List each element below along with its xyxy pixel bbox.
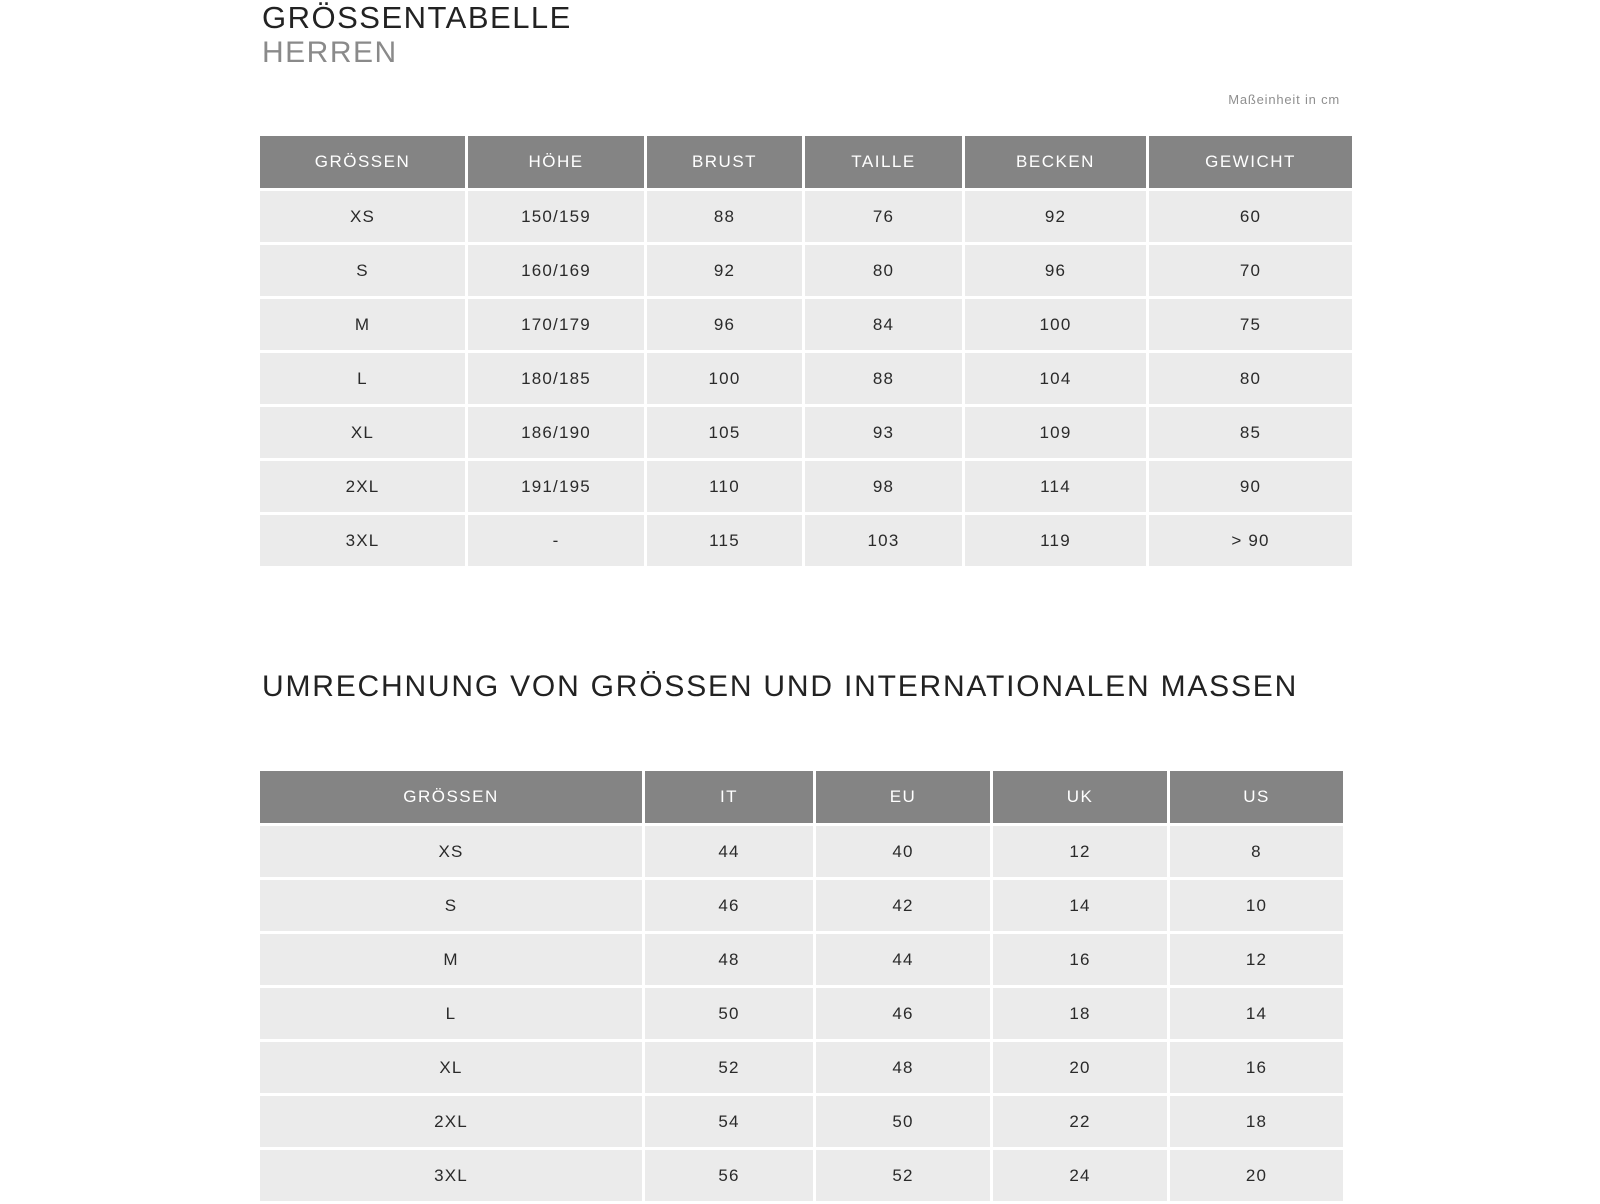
page-title: GRÖSSENTABELLE bbox=[262, 0, 572, 35]
table-cell: 92 bbox=[647, 245, 802, 296]
table-row bbox=[260, 1150, 1343, 1201]
table-row bbox=[260, 1042, 1343, 1093]
table-cell: 90 bbox=[1149, 461, 1352, 512]
table-cell: 20 bbox=[1170, 1150, 1343, 1201]
table-row bbox=[260, 461, 1352, 512]
table-cell: 75 bbox=[1149, 299, 1352, 350]
conversion-table-header-row bbox=[260, 771, 1343, 823]
table-cell: 150/159 bbox=[468, 191, 644, 242]
table-row bbox=[260, 988, 1343, 1039]
table-cell: 14 bbox=[1170, 988, 1343, 1039]
table-row bbox=[260, 191, 1352, 242]
table-row bbox=[260, 826, 1343, 877]
table-cell: 14 bbox=[993, 880, 1167, 931]
table-cell: - bbox=[468, 515, 644, 566]
col-header-taille: TAILLE bbox=[805, 136, 962, 188]
table-cell: 110 bbox=[647, 461, 802, 512]
table-cell: 88 bbox=[647, 191, 802, 242]
table-cell: 10 bbox=[1170, 880, 1343, 931]
table-cell: S bbox=[260, 245, 465, 296]
table-cell: 114 bbox=[965, 461, 1146, 512]
table-cell: L bbox=[260, 353, 465, 404]
table-cell: 16 bbox=[1170, 1042, 1343, 1093]
col-header-gewicht: GEWICHT bbox=[1149, 136, 1352, 188]
table-cell: 54 bbox=[645, 1096, 813, 1147]
table-cell: 44 bbox=[645, 826, 813, 877]
col-header-groessen: GRÖSSEN bbox=[260, 771, 642, 823]
table-cell: 80 bbox=[1149, 353, 1352, 404]
table-cell: 52 bbox=[816, 1150, 990, 1201]
table-cell: 3XL bbox=[260, 515, 465, 566]
table-cell: M bbox=[260, 299, 465, 350]
unit-note: Maßeinheit in cm bbox=[1228, 92, 1340, 107]
table-cell: L bbox=[260, 988, 642, 1039]
table-row bbox=[260, 245, 1352, 296]
table-cell: 48 bbox=[816, 1042, 990, 1093]
table-cell: 85 bbox=[1149, 407, 1352, 458]
table-cell: 84 bbox=[805, 299, 962, 350]
table-cell: XS bbox=[260, 826, 642, 877]
table-cell: 119 bbox=[965, 515, 1146, 566]
table-cell: 103 bbox=[805, 515, 962, 566]
table-cell: 160/169 bbox=[468, 245, 644, 296]
table-row bbox=[260, 353, 1352, 404]
col-header-eu: EU bbox=[816, 771, 990, 823]
table-cell: 24 bbox=[993, 1150, 1167, 1201]
page-subtitle: HERREN bbox=[262, 36, 398, 69]
table-cell: 80 bbox=[805, 245, 962, 296]
table-cell: 2XL bbox=[260, 1096, 642, 1147]
table-cell: 180/185 bbox=[468, 353, 644, 404]
size-table bbox=[257, 133, 1355, 569]
table-row bbox=[260, 934, 1343, 985]
table-cell: 50 bbox=[816, 1096, 990, 1147]
table-cell: 42 bbox=[816, 880, 990, 931]
table-cell: 100 bbox=[965, 299, 1146, 350]
table-row bbox=[260, 515, 1352, 566]
table-row bbox=[260, 299, 1352, 350]
table-cell: S bbox=[260, 880, 642, 931]
table-cell: 18 bbox=[1170, 1096, 1343, 1147]
table-cell: 44 bbox=[816, 934, 990, 985]
table-cell: 2XL bbox=[260, 461, 465, 512]
conversion-section-title: UMRECHNUNG VON GRÖSSEN UND INTERNATIONALEN MASSEN bbox=[262, 670, 1299, 703]
table-cell: 40 bbox=[816, 826, 990, 877]
size-table-header-row bbox=[260, 136, 1352, 188]
table-cell: 12 bbox=[1170, 934, 1343, 985]
table-cell: 96 bbox=[965, 245, 1146, 296]
table-cell: M bbox=[260, 934, 642, 985]
col-header-hoehe: HÖHE bbox=[468, 136, 644, 188]
table-row bbox=[260, 880, 1343, 931]
table-cell: XL bbox=[260, 407, 465, 458]
table-cell: 56 bbox=[645, 1150, 813, 1201]
table-cell: 48 bbox=[645, 934, 813, 985]
table-cell: 52 bbox=[645, 1042, 813, 1093]
table-cell: 96 bbox=[647, 299, 802, 350]
table-cell: 100 bbox=[647, 353, 802, 404]
conversion-table bbox=[257, 768, 1346, 1204]
table-cell: 16 bbox=[993, 934, 1167, 985]
table-cell: 170/179 bbox=[468, 299, 644, 350]
table-cell: 93 bbox=[805, 407, 962, 458]
table-cell: XL bbox=[260, 1042, 642, 1093]
table-cell: 50 bbox=[645, 988, 813, 1039]
col-header-uk: UK bbox=[993, 771, 1167, 823]
table-cell: 3XL bbox=[260, 1150, 642, 1201]
table-cell: 88 bbox=[805, 353, 962, 404]
col-header-us: US bbox=[1170, 771, 1343, 823]
table-cell: 8 bbox=[1170, 826, 1343, 877]
table-cell: 115 bbox=[647, 515, 802, 566]
table-cell: 60 bbox=[1149, 191, 1352, 242]
table-cell: 12 bbox=[993, 826, 1167, 877]
table-cell: 92 bbox=[965, 191, 1146, 242]
table-cell: 18 bbox=[993, 988, 1167, 1039]
table-cell: 76 bbox=[805, 191, 962, 242]
table-cell: 70 bbox=[1149, 245, 1352, 296]
table-cell: 98 bbox=[805, 461, 962, 512]
col-header-groessen: GRÖSSEN bbox=[260, 136, 465, 188]
table-cell: 46 bbox=[816, 988, 990, 1039]
table-cell: 186/190 bbox=[468, 407, 644, 458]
table-cell: 191/195 bbox=[468, 461, 644, 512]
col-header-brust: BRUST bbox=[647, 136, 802, 188]
table-cell: 109 bbox=[965, 407, 1146, 458]
col-header-it: IT bbox=[645, 771, 813, 823]
table-cell: 105 bbox=[647, 407, 802, 458]
col-header-becken: BECKEN bbox=[965, 136, 1146, 188]
table-row bbox=[260, 1096, 1343, 1147]
table-cell: 22 bbox=[993, 1096, 1167, 1147]
table-row bbox=[260, 407, 1352, 458]
table-cell: XS bbox=[260, 191, 465, 242]
table-cell: 20 bbox=[993, 1042, 1167, 1093]
table-cell: 46 bbox=[645, 880, 813, 931]
table-cell: 104 bbox=[965, 353, 1146, 404]
table-cell: > 90 bbox=[1149, 515, 1352, 566]
